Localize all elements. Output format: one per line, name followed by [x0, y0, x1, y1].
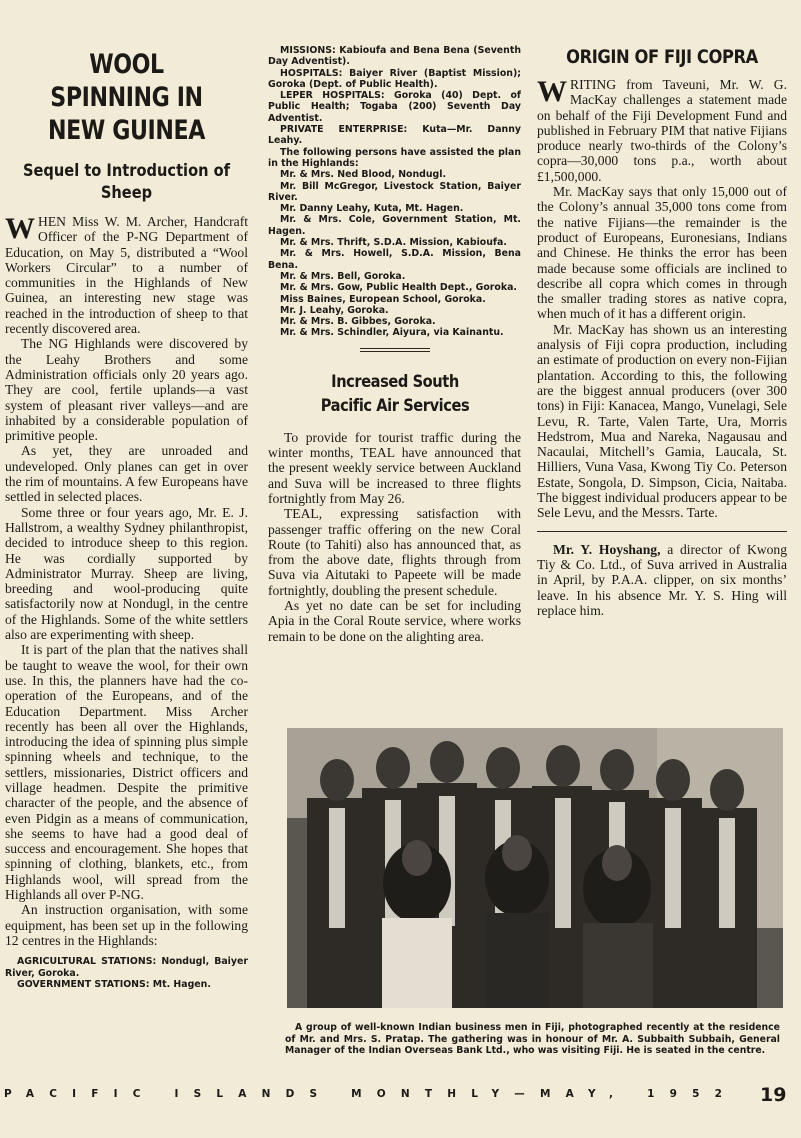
publication-line: PACIFIC ISLANDS MONTHLY—MAY, 1952: [4, 1088, 738, 1100]
air-paragraph: TEAL, expressing satisfaction with passenger traffic offering on the new Coral Route (to Tahiti) also has announced that, as from the above date, flights through from Suva via Aitutaki to Papeete will be made fortnightly, doubling the present schedule.: [268, 506, 521, 598]
helper-entry: Mr. Danny Leahy, Kuta, Mt. Hagen.: [280, 203, 464, 215]
wool-paragraph: The NG Highlands were discovered by the Leahy Brothers and some Administration officials only 20 years ago. They are cool, fertile uplands—a vast system of pleasant river valleys—and are inhabited by a considerable population of primitive people.: [5, 336, 248, 444]
page-footer: [0, 1080, 801, 1120]
note-name: Mr. Y. Hoyshang,: [553, 541, 661, 557]
station-entry: PRIVATE ENTERPRISE: Kuta—Mr. Danny Leahy.: [268, 124, 521, 147]
middle-column: [268, 45, 521, 644]
air-headline: Increased South Pacific Air Services: [320, 371, 469, 416]
wool-article: [5, 45, 248, 990]
helper-entry: Miss Baines, European School, Goroka.: [280, 293, 486, 305]
wool-paragraph: Some three or four years ago, Mr. E. J. Hallstrom, a wealthy Sydney philanthropist, decided to introduce sheep to this region. He was cordially supported by Administrator Murray. Sheep are living, breeding and wool-producing quite satisfactorily now at Nondugl, in the centre of the Highlands. Some of the white settlers also are experimenting with sheep.: [5, 504, 248, 643]
air-body: [268, 430, 521, 644]
fiji-paragraph: Mr. MacKay says that only 15,000 out of the Colony’s annual 35,000 tons come from the native Fijians—the remainder is the product of Europeans, Euronesians, Indians and Chinese. He thinks the error has been made because some officials are inclined to describe all copra which comes in through the smaller trading stores as native copra, when much of it has a different origin.: [537, 184, 787, 322]
fiji-article: [537, 45, 787, 618]
hoyshang-note: [537, 542, 787, 618]
helper-entry: Mr. & Mrs. B. Gibbes, Goroka.: [280, 316, 436, 328]
photo-illustration: [287, 728, 783, 1008]
helper-entry: Mr. & Mrs. Schindler, Aiyura, via Kainantu.: [280, 327, 504, 339]
air-paragraph: As yet no date can be set for including Apia in the Coral Route service, where works remain to be done on the alighting area.: [268, 597, 521, 644]
wool-subhead: Sequel to Introduction of Sheep: [22, 161, 231, 203]
station-entry: LEPER HOSPITALS: Goroka (40) Dept. of Public Health; Togaba (200) Seventh Day Adventist.: [268, 90, 521, 124]
page-number: 19: [760, 1084, 787, 1106]
fiji-lead-caps: RITING: [570, 77, 617, 92]
helper-entry: Mr. & Mrs. Gow, Public Health Dept., Goroka.: [280, 282, 517, 294]
station-entry: HOSPITALS: Baiyer River (Baptist Mission); Goroka (Dept. of Public Health).: [268, 67, 521, 90]
note-divider: [537, 531, 787, 532]
station-entry: MISSIONS: Kabioufa and Bena Bena (Seventh Day Adventist).: [268, 45, 521, 68]
wool-dropcap: W: [5, 212, 35, 245]
air-paragraph: To provide for tourist traffic during the winter months, TEAL have announced that the present weekly service between Auckland and Suva will be increased to three flights fortnightly from May 26.: [268, 429, 521, 506]
wool-stations-list: [5, 956, 248, 990]
wool-headline: [27, 48, 226, 147]
wool-paragraph: As yet, they are unroaded and undeveloped. Only planes can get in over the rim of mountains. A few Europeans have settled in selected places.: [5, 443, 248, 505]
wool-paragraph: It is part of the plan that the natives shall be taught to weave the wool, for their own use. In this, the planners have had the co-operation of the Europeans, and of the Education Department. Miss Archer recently has been all over the Highlands, introducing the idea of spinning plus simple spinning wheels and technique, to the settlers, missionaries, District officers and village headmen. Despite the primitive character of the people, and the absence of even Pidgin as a means of communication, she seems to have had a good deal of success and encouragement. She hopes that spinning of clothing, blankets, etc., from Highlands wool, will spread from the Highlands all over P-NG.: [5, 642, 248, 903]
fiji-paragraph: Mr. MacKay has shown us an interesting analysis of Fiji copra production, including an estimate of production on every non-Fijian plantation. According to this, the following are the biggest annual producers (over 300 tons) in Fiji: Kanacea, Mango, Vunelagi, Sele Levu, R. Tarte, Valen Tarte, Ura, Morris Hedstrom, Mua and Nareka, Nagausau and Nacaulai, Mitchell’s Gamia, Laucala, St. Hilliers, Vuna Vasa, Kwong Tiy Co. Peterson Estate, Songola, D. Simpson, Cicia, Naitaba. The biggest individual producers appear to be Sele Levu, and the Messrs. Tarte.: [537, 321, 787, 521]
helper-entry: Mr. & Mrs. Thrift, S.D.A. Mission, Kabioufa.: [280, 237, 507, 249]
wool-paragraph: An instruction organisation, with some equipment, has been set up in the following 12 centres in the Highlands:: [5, 902, 248, 948]
wool-headline-line-1: WOOL SPINNING IN: [50, 49, 203, 113]
helper-entry: Mr. Bill McGregor, Livestock Station, Baiyer River.: [268, 180, 521, 203]
fiji-paragraph: WRITING from Taveuni, Mr. W. G. MacKay challenges a statement made on behalf of the Fiji Development Fund and published in February PIM that native Fijians produce nearly two-thirds of the Colony’s copra—30,000 tons p.a., worth about £1,500,000.: [537, 75, 787, 184]
helper-entry: Mr. & Mrs. Howell, S.D.A. Mission, Bena Bena.: [268, 248, 521, 271]
wool-continued-list: [268, 45, 521, 339]
helper-entry: Mr. & Mrs. Bell, Goroka.: [280, 270, 406, 282]
group-photograph: [287, 728, 783, 1008]
fiji-headline: ORIGIN OF FIJI COPRA: [566, 46, 758, 68]
note-text: a director of Kwong Tiy & Co. Ltd., of Suva arrived in Australia in April, by P.A.A. clipper, on six months’ leave. In his absence Mr. Y. S. Hing will replace him.: [537, 541, 787, 618]
helper-entry: Mr. & Mrs. Cole, Government Station, Mt. Hagen.: [268, 214, 521, 237]
helper-entry: Mr. J. Leahy, Goroka.: [280, 304, 389, 316]
station-entry: AGRICULTURAL STATIONS: Nondugl, Baiyer River, Goroka.: [5, 956, 248, 979]
helper-entry: Mr. & Mrs. Ned Blood, Nondugl.: [280, 169, 447, 181]
fiji-dropcap: W: [537, 75, 567, 108]
photo-caption: A group of well-known Indian business men in Fiji, photographed recently at the residence of Mr. and Mrs. S. Pratap. The gathering was in honour of Mr. A. Subbaith Subbaih, General Manager of the Indian Overseas Bank Ltd., who was visiting Fiji. He is seated in the centre.: [285, 1022, 780, 1057]
section-divider: [360, 348, 430, 352]
wool-body: [5, 214, 248, 948]
fiji-body: [537, 77, 787, 521]
helpers-intro: The following persons have assisted the plan in the Highlands:: [268, 146, 521, 169]
wool-paragraph: WHEN Miss W. M. Archer, Handcraft Officer of the P-NG Department of Education, on May 5, distributed a “Wool Workers Circular” to a number of communities in the Highlands of New Guinea, an interesting new stage was reached in the introduction of sheep to that recently discovered area.: [5, 212, 248, 337]
wool-headline-line-2: NEW GUINEA: [48, 115, 205, 146]
station-entry: GOVERNMENT STATIONS: Mt. Hagen.: [17, 978, 211, 990]
